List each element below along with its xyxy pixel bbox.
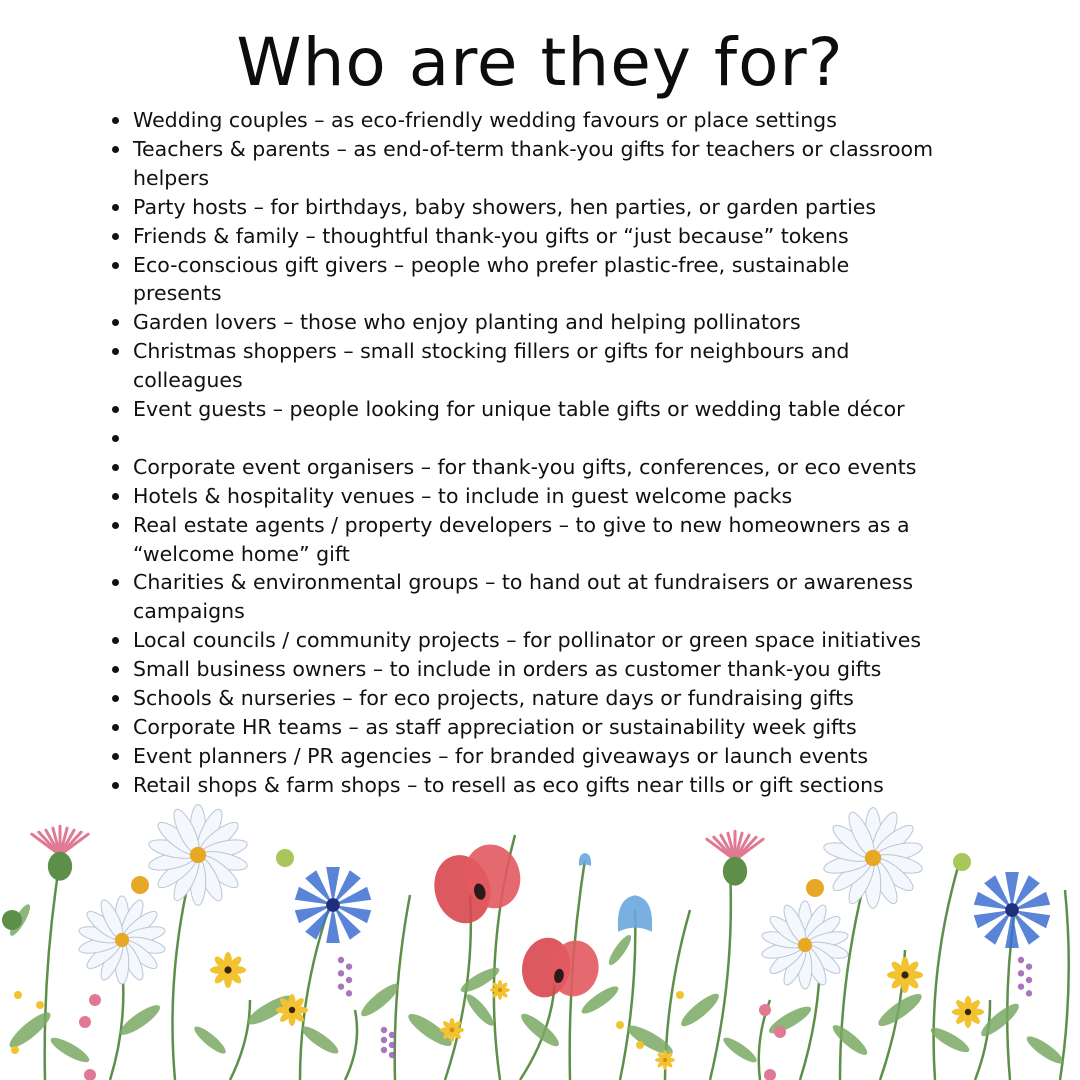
daisy-icon [761,901,850,989]
cornflower-icon [974,872,1051,948]
list-item: Garden lovers – those who enjoy planting and helping pollinators [133,308,1013,337]
thistle-bud-icon [2,910,22,930]
stem [345,1010,357,1080]
thistle-icon [32,826,88,880]
list-item: Teachers & parents – as end-of-term thank-you gifts for teachers or classroom helpers [133,135,1013,193]
black-eyed-susan-icon [952,996,984,1028]
poppy-icon [426,838,529,929]
blossom-icon [764,1069,776,1080]
cornflower-icon [295,867,372,943]
leaf-icon [1023,1032,1066,1067]
black-eyed-susan-icon [210,952,246,988]
berry-icon [806,879,824,897]
poppy-icon [517,932,603,1006]
list-item: Friends & family – thoughtful thank-you gifts or “just because” tokens [133,222,1013,251]
leaf-icon [298,1022,341,1057]
leaf-icon [766,1002,814,1038]
page-title: Who are they for? [236,24,844,101]
leaf-icon [677,989,722,1030]
leaf-icon [977,999,1022,1040]
daisy-icon [147,805,249,906]
harebell-icon [579,853,591,866]
list-item: Retail shops & farm shops – to resell as eco gifts near tills or gift sections [133,771,1013,800]
list-item: Hotels & hospitality venues – to include in guest welcome packs [133,482,1013,511]
list-item: Schools & nurseries – for eco projects, nature days or fundraising gifts [133,684,1013,713]
daisy-icon [78,896,167,984]
list-item: Wedding couples – as eco-friendly wedding favours or place settings [133,106,1013,135]
leaf-icon [48,1034,92,1067]
list-item: Real estate agents / property developers – to give to new homeowners as a “welcome home” gift [133,511,1013,569]
harebell-icon [618,895,652,931]
list-item: Corporate HR teams – as staff appreciation or sustainability week gifts [133,713,1013,742]
list-item: Event guests – people looking for unique table gifts or wedding table décor [133,395,1013,424]
list-item: Corporate event organisers – for thank-you gifts, conferences, or eco events [133,453,1013,482]
thistle-icon [707,831,763,885]
black-eyed-susan-icon [887,957,923,993]
seed-icon [676,991,684,999]
stem [230,1000,250,1080]
buttercup-icon [490,980,510,1000]
wildflower-illustration [0,800,1080,1080]
bud-icon [953,853,971,871]
buttercup-icon [440,1018,464,1042]
list-item: Event planners / PR agencies – for branded giveaways or launch events [133,742,1013,771]
blossom-icon [89,994,101,1006]
leaf-icon [463,991,497,1029]
blossom-icon [79,1016,91,1028]
stem [1060,890,1069,1080]
daisy-icon [822,808,924,909]
seed-icon [14,991,22,999]
leaf-icon [829,1021,871,1059]
list-item: Christmas shoppers – small stocking fillers or gifts for neighbours and colleagues [133,337,1013,395]
leaf-icon [5,1008,54,1053]
lavender-sprig-icon [381,1027,395,1058]
seed-icon [636,1041,644,1049]
blossom-icon [759,1004,771,1016]
leaf-icon [720,1034,759,1066]
lavender-sprig-icon [338,957,352,997]
blossom-icon [84,1069,96,1080]
list-item: Party hosts – for birthdays, baby showers, hen parties, or garden parties [133,193,1013,222]
list-item: Charities & environmental groups – to hand out at fundraisers or awareness campaigns [133,568,1013,626]
lavender-sprig-icon [1018,957,1032,997]
berry-icon [131,876,149,894]
leaf-icon [191,1023,229,1057]
list-item: Small business owners – to include in orders as customer thank-you gifts [133,655,1013,684]
seed-icon [616,1021,624,1029]
seed-icon [36,1001,44,1009]
list-item [133,424,1013,453]
blossom-icon [774,1026,786,1038]
black-eyed-susan-icon [276,994,308,1026]
list-item: Eco-conscious gift givers – people who prefer plastic-free, sustainable presents [133,251,1013,309]
audience-list [133,106,1013,800]
list-item: Local councils / community projects – for pollinator or green space initiatives [133,626,1013,655]
bud-icon [276,849,294,867]
seed-icon [11,1046,19,1054]
stem [710,870,731,1080]
buttercup-icon [655,1050,675,1070]
leaf-icon [606,932,635,967]
